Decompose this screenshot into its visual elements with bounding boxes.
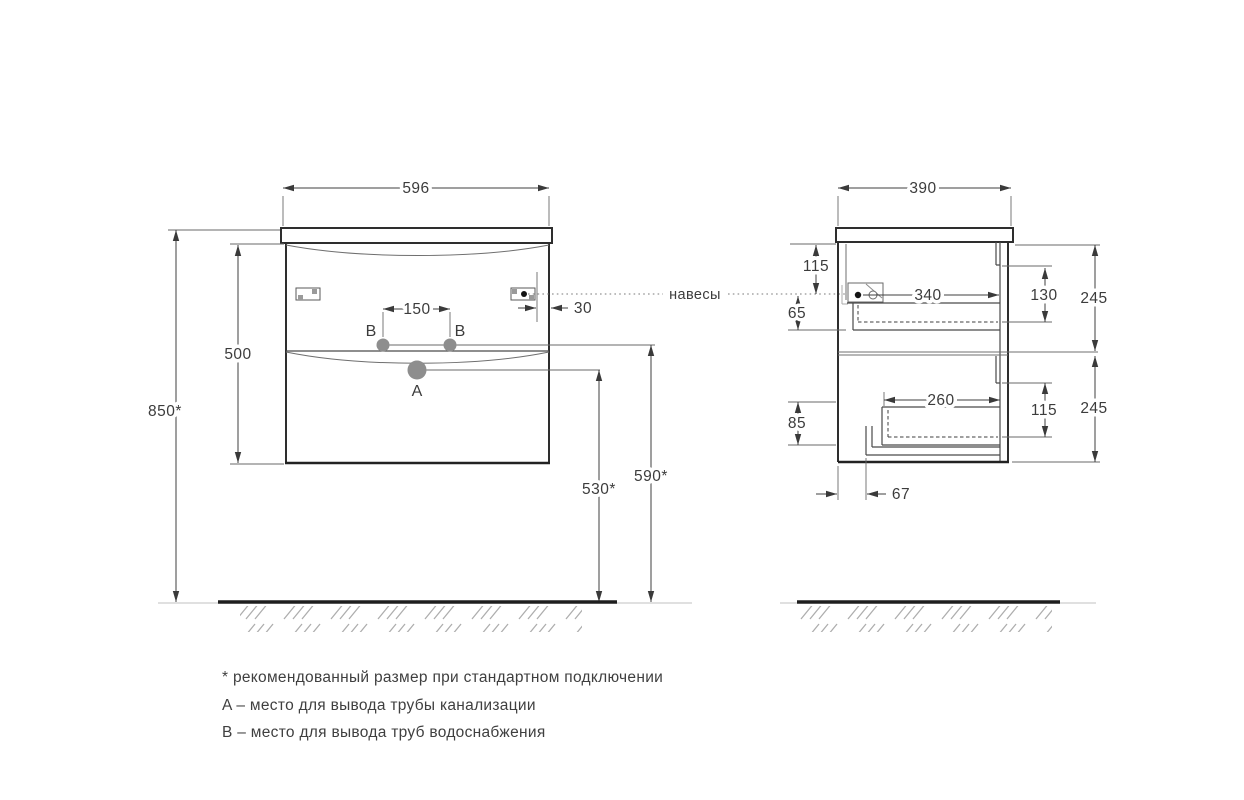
ground-hatch [800,606,1052,632]
dim-front-top-gap: 130 [1030,287,1058,304]
point-b-left-label: B [365,323,377,340]
point-a [408,361,427,380]
dim-b-floor: 590* [634,468,668,485]
ground-left [158,602,692,632]
front-countertop [281,228,552,243]
hanger-bracket [842,283,883,304]
note-point-a: A – место для вывода трубы канализации [222,697,536,714]
ground-right [780,602,1096,632]
dim-b-spacing: 150 [403,301,431,318]
note-point-b: B – место для вывода труб водоснабжения [222,724,546,741]
dim-depth: 390 [909,180,937,197]
hanger-screw-icon [312,289,317,294]
dim-a-floor: 530* [582,481,616,498]
side-view [836,228,1098,462]
sink-apron-curve [286,245,549,256]
point-a-label: A [411,383,423,400]
dim-hanger-depth: 340 [914,287,942,304]
point-b-right [444,339,457,352]
lower-drawer-bottom-dashed [888,410,998,437]
dim-mount-height: 850* [148,403,182,420]
drawing-notes [222,669,663,741]
upper-drawer-bottom-dashed [858,305,998,322]
hanger-fixing-point [521,291,527,297]
dim-front-bottom-gap: 115 [1030,402,1058,419]
wall-hanger-left [296,288,320,300]
note-recommended-size: * рекомендованный размер при стандартном подключении [222,669,664,686]
point-b-left [377,339,390,352]
dim-lower-section: 245 [1080,400,1108,417]
side-countertop [836,228,1013,242]
wall-hanger-right [511,288,535,300]
dim-front-width: 596 [402,180,430,197]
hanger-screw-icon [512,289,517,294]
dim-notch-offset: 67 [891,486,911,503]
dim-cabinet-height: 500 [224,346,252,363]
hanger-screw-icon [298,295,303,300]
bracket-fixing-point [855,292,861,298]
hangers-callout-label: навесы [669,287,721,303]
dim-edge-offset: 30 [573,300,593,317]
dim-hanger-top: 115 [802,258,830,275]
dim-upper-section: 245 [1080,290,1108,307]
dim-drawer-box-height: 85 [787,415,807,432]
dim-lower-drawer-depth: 260 [927,392,955,409]
dim-slide-offset: 65 [787,305,807,322]
ground-hatch [240,606,582,632]
point-b-right-label: B [454,323,466,340]
pipe-notch [866,426,1000,455]
hanger-screw-icon [529,295,534,300]
